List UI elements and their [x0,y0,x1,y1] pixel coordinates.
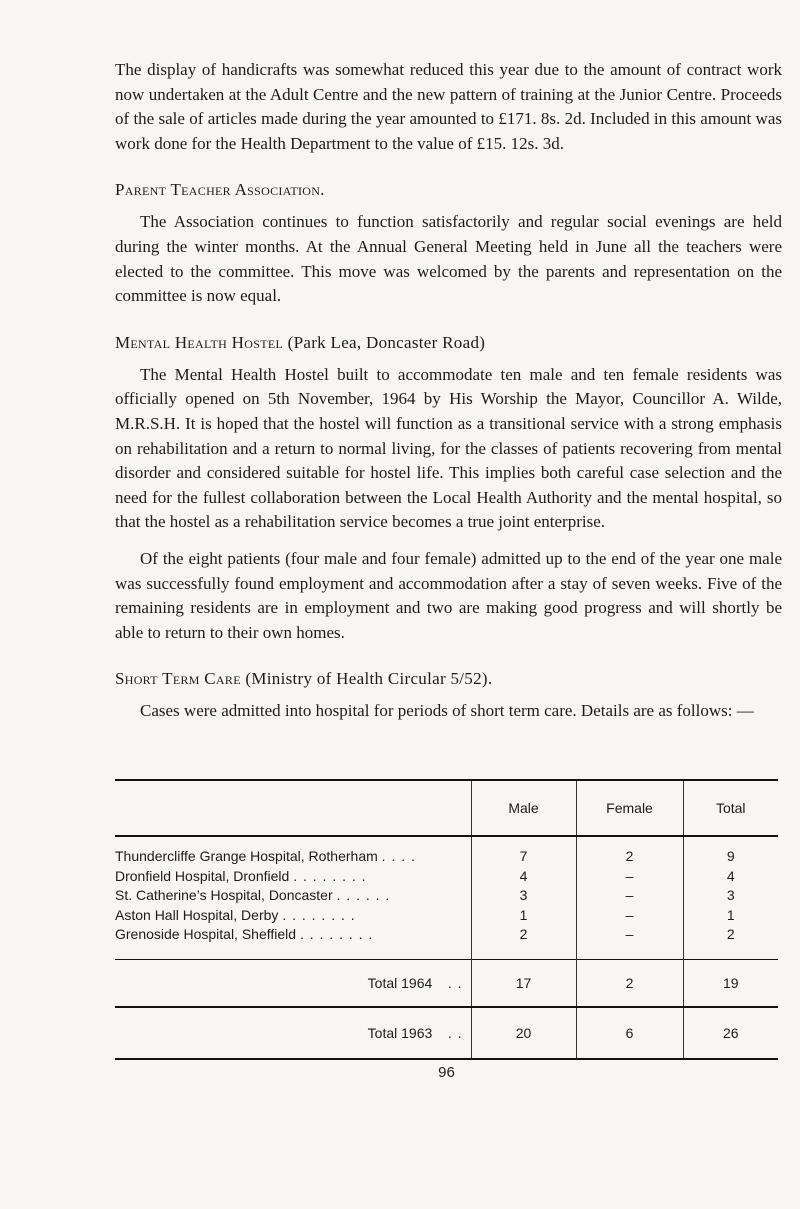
male-value: 3 [471,886,576,906]
table-row: Grenoside Hospital, Sheffield . . . . . . . . 2 – 2 [115,925,778,959]
hospital-name: St. Catherine’s Hospital, Doncaster [115,887,333,903]
section-heading-short-term-care: Short Term Care (Ministry of Health Circular 5/52). [115,669,493,689]
total-1963-row: Total 1963 . . 20 6 26 [115,1007,778,1059]
total-value: 1 [683,906,778,926]
short-term-care-paragraph: Cases were admitted into hospital for periods of short term care. Details are as follows: — [140,701,754,721]
header-hospital [115,780,471,836]
total-1963-male: 20 [471,1007,576,1059]
table-row: St. Catherine’s Hospital, Doncaster . . . . . . 3 – 3 [115,886,778,906]
table-row: Thundercliffe Grange Hospital, Rotherham . . . . 7 2 9 [115,836,778,867]
total-1964-total: 19 [683,959,778,1007]
header-female: Female [576,780,683,836]
female-value: – [576,925,683,959]
total-1964-female: 2 [576,959,683,1007]
total-1963-label: Total 1963 [367,1024,433,1041]
total-1964-label: Total 1964 [367,974,433,991]
male-value: 4 [471,867,576,887]
short-term-care-table [115,779,778,1060]
hospital-name: Dronfield Hospital, Dronfield [115,867,290,884]
page-number: 96 [438,1064,455,1081]
total-1964-male: 17 [471,959,576,1007]
section-heading-mental-health-hostel: Mental Health Hostel (Park Lea, Doncaster Road) [115,332,486,352]
male-value: 7 [471,836,576,867]
header-male: Male [471,780,576,836]
male-value: 2 [471,925,576,959]
hospital-name: Thundercliffe Grange Hospital, Rotherham [115,848,378,864]
table-row: Aston Hall Hospital, Derby . . . . . . . . 1 – 1 [115,906,778,926]
total-value: 4 [683,867,778,887]
total-1963-total: 26 [683,1007,778,1059]
table-row: Dronfield Hospital, Dronfield . . . . . . . . 4 – 4 [115,867,778,887]
female-value: – [576,867,683,887]
hostel-paragraph-2: Of the eight patients (four male and four female) admitted up to the end of the year one male was successfully found employment and accommodation after a stay of seven weeks. Five of the remaining residents are in employment and two are making good progress and will shortly be able to return to their own homes. [115,548,782,642]
header-total: Total [683,780,778,836]
male-value: 1 [471,906,576,926]
document-page [115,58,782,1081]
parent-teacher-paragraph: The Association continues to function satisfactorily and regular social evenings are held during the winter months. At the Annual General Meeting held in June all the teachers were elected to the committee. This move was welcomed by the parents and representation on the committee is now equal. [115,212,782,306]
hospital-name: Grenoside Hospital, Sheffield [115,926,297,942]
total-value: 9 [683,836,778,867]
total-value: 2 [683,925,778,959]
handicrafts-paragraph: The display of handicrafts was somewhat reduced this year due to the amount of contract work now undertaken at the Adult Centre and the new pattern of training at the Junior Centre. Proceeds of the sale of articles made during the year amounted to £171. 8s. 2d. Included in this amount was work done for the Health Department to the value of £15. 12s. 3d. [115,60,782,153]
female-value: – [576,886,683,906]
total-1963-female: 6 [576,1007,683,1059]
hostel-paragraph-1: The Mental Health Hostel built to accommodate ten male and ten female residents was officially opened on 5th November, 1964 by His Worship the Mayor, Councillor A. Wilde, M.R.S.H. It is hoped that the hostel will function as a transitional service with a strong emphasis on rehabilitation and a return to normal living, for the classes of patients recovering from mental disorder and considered suitable for hostel life. This implies both careful case selection and the need for the fullest collaboration between the Local Health Authority and the mental hospital, so that the hostel as a rehabilitation service becomes a true joint enterprise. [115,364,782,532]
table-header-row [115,780,778,836]
total-1964-row: Total 1964 . . 17 2 19 [115,959,778,1007]
section-heading-parent-teacher: Parent Teacher Association. [115,180,325,200]
total-value: 3 [683,886,778,906]
female-value: – [576,906,683,926]
female-value: 2 [576,836,683,867]
hospital-name: Aston Hall Hospital, Derby [115,906,279,923]
